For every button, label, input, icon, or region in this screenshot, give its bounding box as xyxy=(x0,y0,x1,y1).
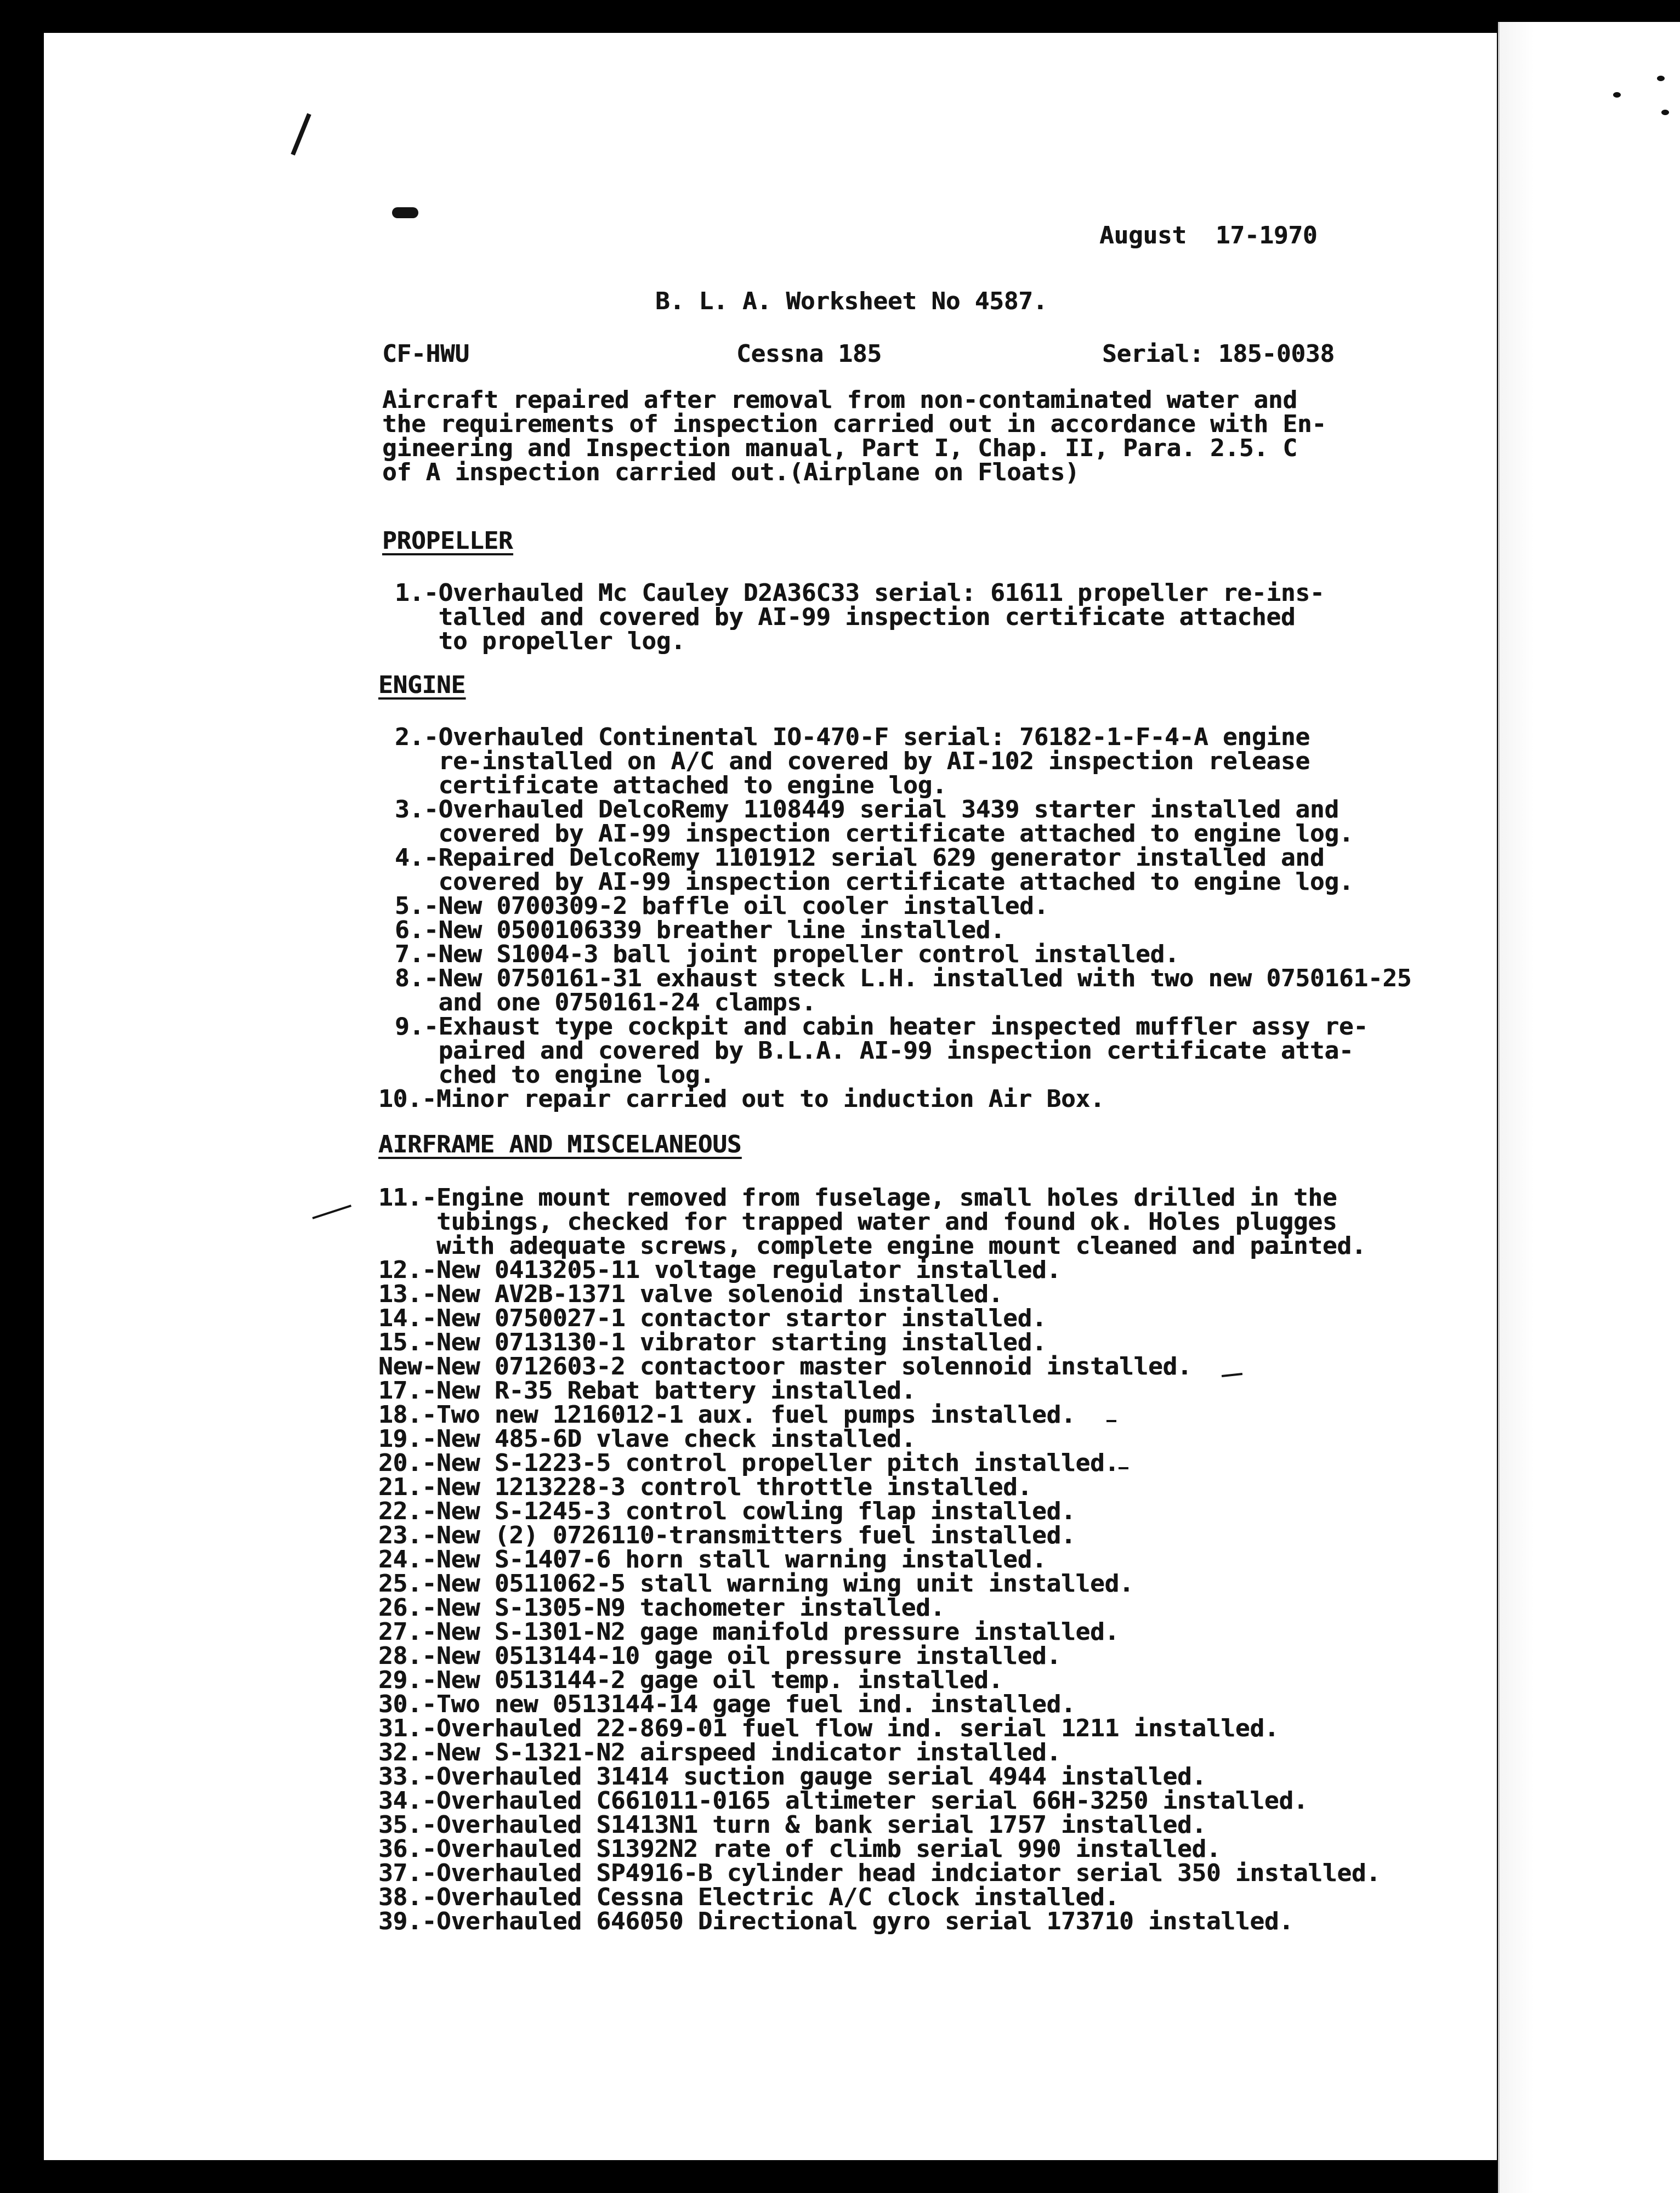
item-line: 20.-New S-1223-5 control propeller pitch installed. xyxy=(378,1449,1120,1477)
item-line: 12.-New 0413205-11 voltage regulator installed. xyxy=(378,1256,1062,1284)
item-line: to propeller log. xyxy=(395,627,685,655)
handwritten-tick-mark xyxy=(1106,1420,1116,1422)
item-line: 2.-Overhauled Continental IO-470-F serial: 76182-1-F-4-A engine xyxy=(395,723,1310,751)
aircraft-serial: Serial: 185-0038 xyxy=(1102,340,1335,368)
item-line: 34.-Overhauled C661011-0165 altimeter serial 66H-3250 installed. xyxy=(378,1787,1308,1815)
section-heading-airframe: AIRFRAME AND MISCELANEOUS xyxy=(378,1130,742,1158)
item-line: 1.-Overhauled Mc Cauley D2A36C33 serial: 61611 propeller re-ins- xyxy=(395,579,1325,607)
item-line: 17.-New R-35 Rebat battery installed. xyxy=(378,1377,916,1405)
item-line: 26.-New S-1305-N9 tachometer installed. xyxy=(378,1594,945,1622)
item-line: 3.-Overhauled DelcoRemy 1108449 serial 3439 starter installed and xyxy=(395,796,1339,823)
intro-line: of A inspection carried out.(Airplane on Floats) xyxy=(382,458,1080,486)
item-line: 31.-Overhauled 22-869-01 fuel flow ind. serial 1211 installed. xyxy=(378,1714,1279,1742)
item-line: 30.-Two new 0513144-14 gage fuel ind. installed. xyxy=(378,1690,1076,1718)
item-line: 25.-New 0511062-5 stall warning wing unit installed. xyxy=(378,1570,1134,1598)
item-line: 15.-New 0713130-1 vibrator starting installed. xyxy=(378,1328,1047,1356)
item-line: 35.-Overhauled S1413N1 turn & bank serial 1757 installed. xyxy=(378,1811,1206,1839)
worksheet-title: B. L. A. Worksheet No 4587. xyxy=(655,287,1048,315)
punch-dot xyxy=(1613,92,1621,98)
item-line: 10.-Minor repair carried out to induction Air Box. xyxy=(378,1085,1105,1113)
item-line: 6.-New 0500106339 breather line installed. xyxy=(395,916,1005,944)
item-line: covered by AI-99 inspection certificate attached to engine log. xyxy=(395,820,1354,848)
item-line: 4.-Repaired DelcoRemy 1101912 serial 629 generator installed and xyxy=(395,844,1325,872)
item-line: certificate attached to engine log. xyxy=(395,771,947,799)
item-line: 22.-New S-1245-3 control cowling flap installed. xyxy=(378,1497,1076,1525)
adjacent-page-edge xyxy=(1498,22,1680,2193)
item-line: 18.-Two new 1216012-1 aux. fuel pumps installed. xyxy=(378,1401,1076,1429)
item-line: 9.-Exhaust type cockpit and cabin heater inspected muffler assy re- xyxy=(395,1013,1368,1041)
item-line: 5.-New 0700309-2 baffle oil cooler installed. xyxy=(395,892,1049,920)
item-line: re-installed on A/C and covered by AI-102 inspection release xyxy=(395,747,1310,775)
item-line: 21.-New 1213228-3 control throttle installed. xyxy=(378,1473,1032,1501)
item-line: 27.-New S-1301-N2 gage manifold pressure installed. xyxy=(378,1618,1120,1646)
item-line: 24.-New S-1407-6 horn stall warning installed. xyxy=(378,1546,1047,1573)
item-line: 39.-Overhauled 646050 Directional gyro serial 173710 installed. xyxy=(378,1907,1293,1935)
item-line: 36.-Overhauled S1392N2 rate of climb serial 990 installed. xyxy=(378,1835,1221,1863)
item-line: with adequate screws, complete engine mount cleaned and painted. xyxy=(378,1232,1366,1260)
item-line: 37.-Overhauled SP4916-B cylinder head indciator serial 350 installed. xyxy=(378,1859,1381,1887)
section-heading-propeller: PROPELLER xyxy=(382,527,513,555)
intro-line: Aircraft repaired after removal from non-contaminated water and xyxy=(382,386,1297,414)
item-line: 19.-New 485-6D vlave check installed. xyxy=(378,1425,916,1453)
item-line: and one 0750161-24 clamps. xyxy=(395,988,816,1016)
item-line: 28.-New 0513144-10 gage oil pressure installed. xyxy=(378,1642,1062,1670)
item-line: New-New 0712603-2 contactoor master solennoid installed. xyxy=(378,1353,1192,1380)
intro-line: the requirements of inspection carried out in accordance with En- xyxy=(382,410,1326,438)
handwritten-tick-mark xyxy=(1119,1467,1128,1469)
item-line: talled and covered by AI-99 inspection certificate attached xyxy=(395,603,1296,631)
item-line: 38.-Overhauled Cessna Electric A/C clock installed. xyxy=(378,1883,1120,1911)
punch-dot xyxy=(1657,76,1665,81)
page-edge-line xyxy=(1498,22,1500,2193)
item-line: 14.-New 0750027-1 contactor startor installed. xyxy=(378,1304,1047,1332)
item-line: 7.-New S1004-3 ball joint propeller control installed. xyxy=(395,940,1179,968)
item-line: 33.-Overhauled 31414 suction gauge serial 4944 installed. xyxy=(378,1763,1206,1791)
item-line: 32.-New S-1321-N2 airspeed indicator installed. xyxy=(378,1739,1062,1766)
intro-line: gineering and Inspection manual, Part I, Chap. II, Para. 2.5. C xyxy=(382,434,1297,462)
item-line: paired and covered by B.L.A. AI-99 inspection certificate atta- xyxy=(395,1037,1354,1065)
punch-dot xyxy=(1661,110,1669,115)
section-heading-engine: ENGINE xyxy=(378,671,466,699)
item-line: 13.-New AV2B-1371 valve solenoid installed. xyxy=(378,1280,1003,1308)
item-line: 8.-New 0750161-31 exhaust steck L.H. installed with two new 0750161-25 xyxy=(395,964,1412,992)
aircraft-model: Cessna 185 xyxy=(736,340,882,368)
item-line: 11.-Engine mount removed from fuselage, small holes drilled in the xyxy=(378,1184,1337,1212)
item-line: covered by AI-99 inspection certificate attached to engine log. xyxy=(395,868,1354,896)
document-date: August 17-1970 xyxy=(1099,221,1318,249)
item-line: 23.-New (2) 0726110-transmitters fuel installed. xyxy=(378,1521,1076,1549)
item-line: ched to engine log. xyxy=(395,1061,714,1089)
aircraft-registration: CF-HWU xyxy=(382,340,469,368)
ink-blot-mark xyxy=(392,207,418,218)
item-line: 29.-New 0513144-2 gage oil temp. installed. xyxy=(378,1666,1003,1694)
item-line: tubings, checked for trapped water and found ok. Holes plugges xyxy=(378,1208,1337,1236)
